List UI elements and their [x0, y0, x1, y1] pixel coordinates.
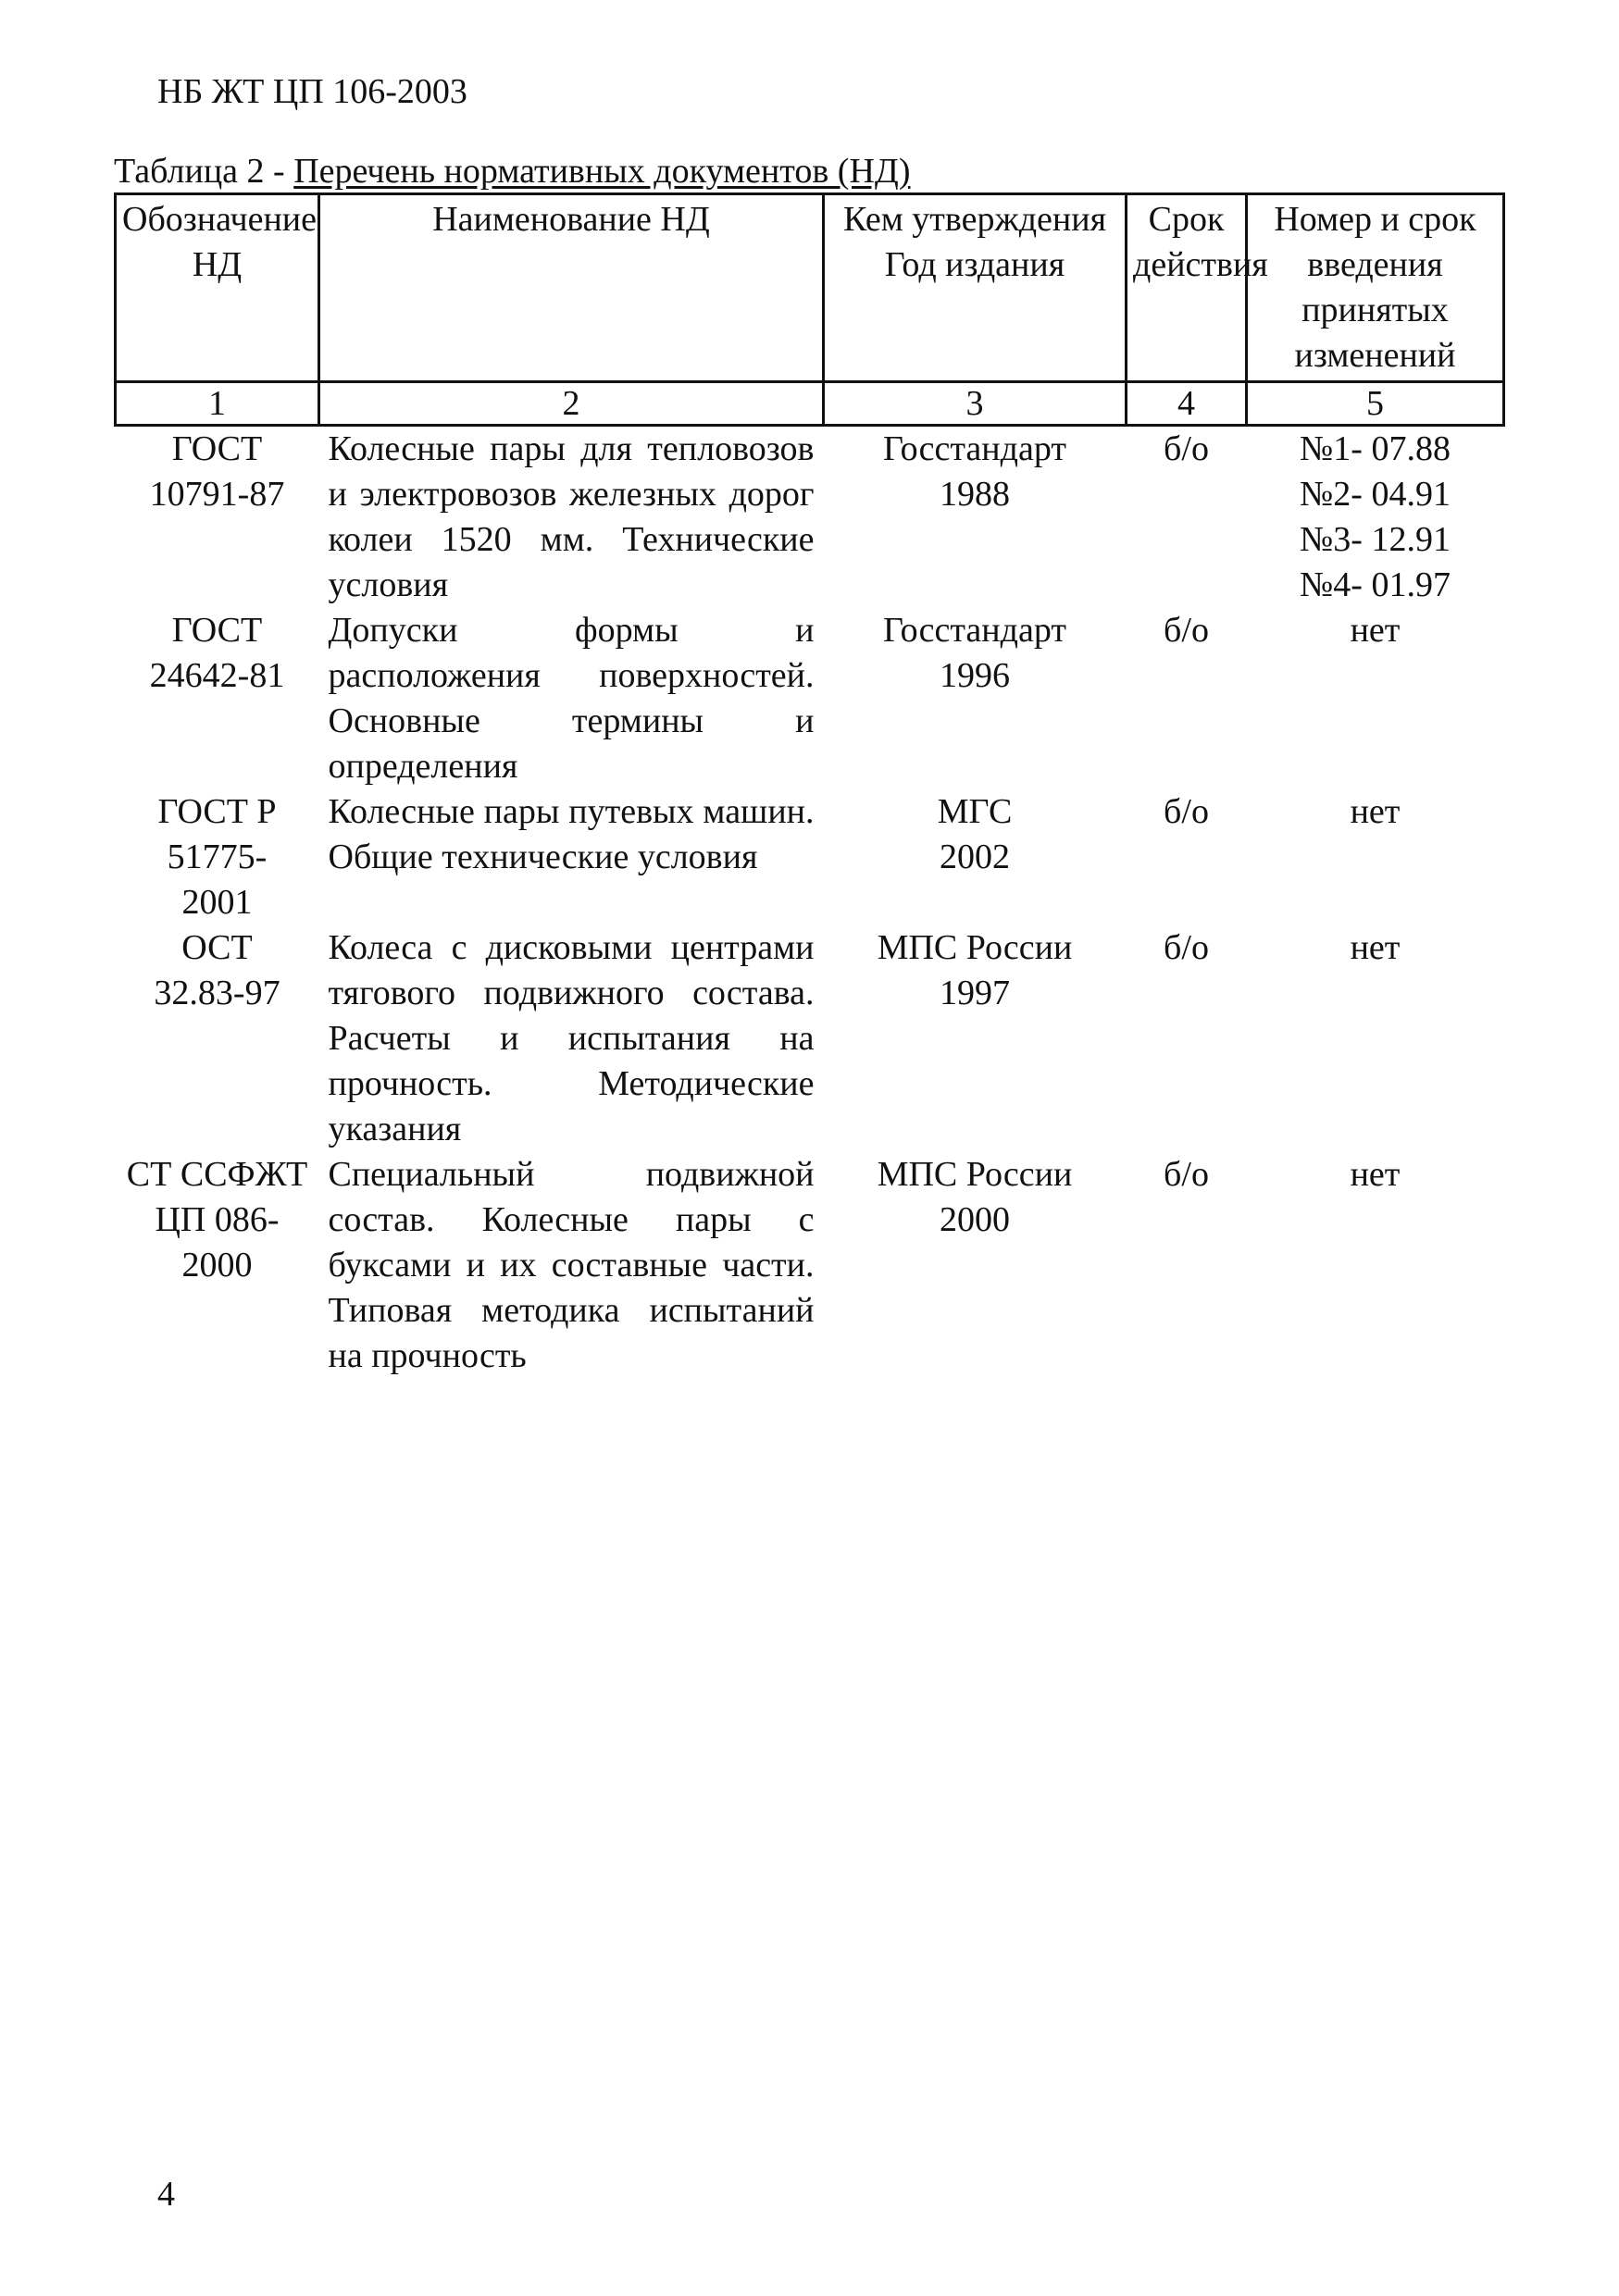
changes-cell-line: нет — [1350, 928, 1401, 967]
column-number: 4 — [1127, 382, 1247, 426]
approved-by-cell-line: 2002 — [940, 838, 1010, 876]
approved-by-cell-line: 1997 — [940, 974, 1010, 1012]
table-row — [116, 608, 1504, 789]
changes-cell-line: нет — [1350, 1155, 1401, 1194]
column-number: 5 — [1247, 382, 1504, 426]
document-code-cell-line: ГОСТ — [171, 429, 263, 468]
normative-documents-table — [114, 192, 1505, 1379]
document-code-cell — [116, 1152, 319, 1379]
document-code-cell — [116, 608, 319, 789]
column-header-changes: Номер и срок введения принятых изменений — [1247, 194, 1504, 382]
validity-term-cell: б/о — [1164, 1155, 1209, 1194]
table-row — [116, 925, 1504, 1152]
table-header-row — [116, 194, 1504, 382]
document-code-cell-line: СТ ССФЖТ — [126, 1155, 308, 1194]
approved-by-cell — [824, 608, 1127, 789]
validity-term-cell: б/о — [1164, 792, 1209, 831]
changes-cell-line: нет — [1350, 792, 1401, 831]
document-code-cell — [116, 789, 319, 925]
approved-by-cell-line: 1996 — [940, 656, 1010, 695]
document-code-cell — [116, 925, 319, 1152]
column-header-code: Обозначение НД — [116, 194, 319, 382]
column-number: 1 — [116, 382, 319, 426]
table-row — [116, 789, 1504, 925]
table-caption — [114, 150, 910, 192]
changes-cell — [1247, 426, 1504, 609]
validity-term-cell: б/о — [1164, 928, 1209, 967]
document-code-cell-line: 32.83-97 — [154, 974, 280, 1012]
column-number: 3 — [824, 382, 1127, 426]
document-code-cell-line: 2001 — [181, 883, 253, 922]
approved-by-cell-line: Госстандарт — [883, 429, 1066, 468]
document-code-cell-line: 51775- — [167, 838, 268, 876]
validity-term-cell: б/о — [1164, 429, 1209, 468]
approved-by-cell-line: МГС — [937, 792, 1013, 831]
changes-cell-line: №1- 07.88 — [1300, 429, 1451, 468]
document-code-cell — [116, 426, 319, 609]
column-header-name: Наименование НД — [319, 194, 824, 382]
table-row — [116, 426, 1504, 609]
column-number: 2 — [319, 382, 824, 426]
approved-by-cell-line: Госстандарт — [883, 611, 1066, 650]
column-header-approved-by: Кем утверждения Год издания — [824, 194, 1127, 382]
table-row — [116, 1152, 1504, 1379]
changes-cell — [1247, 608, 1504, 789]
document-name-cell: Специальный подвижной состав. Колесные пары с буксами и их составные части. Типовая методика испытаний на прочность — [328, 1155, 815, 1375]
validity-term-cell: б/о — [1164, 611, 1209, 650]
document-code-cell-line: ГОСТ Р — [157, 792, 277, 831]
approved-by-cell — [824, 789, 1127, 925]
approved-by-cell — [824, 925, 1127, 1152]
document-code-cell-line: 24642-81 — [149, 656, 285, 695]
document-name-cell: Колесные пары путевых машин. Общие технические условия — [328, 792, 815, 876]
approved-by-cell-line: МПС России — [877, 928, 1073, 967]
document-code-cell-line: ГОСТ — [171, 611, 263, 650]
document-name-cell: Колеса с дисковыми центрами тягового подвижного состава. Расчеты и испытания на прочность. Методические указания — [328, 928, 815, 1148]
table-caption-title: Перечень нормативных документов (НД) — [293, 152, 911, 191]
document-code-cell-line: 10791-87 — [149, 475, 285, 514]
changes-cell — [1247, 1152, 1504, 1379]
document-name-cell: Допуски формы и расположения поверхностей. Основные термины и определения — [328, 611, 815, 786]
changes-cell-line: №3- 12.91 — [1300, 520, 1451, 559]
approved-by-cell-line: МПС России — [877, 1155, 1073, 1194]
approved-by-cell — [824, 426, 1127, 609]
document-code-cell-line: ЦП 086-2000 — [155, 1200, 280, 1285]
approved-by-cell — [824, 1152, 1127, 1379]
table-caption-prefix: Таблица 2 - — [114, 152, 294, 191]
document-code: НБ ЖТ ЦП 106-2003 — [157, 72, 467, 111]
document-name-cell: Колесные пары для тепловозов и электровозов железных дорог колеи 1520 мм. Технические условия — [328, 429, 815, 604]
changes-cell-line: №2- 04.91 — [1300, 475, 1451, 514]
column-header-term: Срок действия — [1127, 194, 1247, 382]
changes-cell-line: №4- 01.97 — [1300, 565, 1451, 604]
changes-cell-line: нет — [1350, 611, 1401, 650]
approved-by-cell-line: 1988 — [940, 475, 1010, 514]
table-body — [116, 426, 1504, 1380]
page-number: 4 — [157, 2175, 175, 2214]
approved-by-cell-line: 2000 — [940, 1200, 1010, 1239]
changes-cell — [1247, 925, 1504, 1152]
column-number-row — [116, 382, 1504, 426]
changes-cell — [1247, 789, 1504, 925]
document-code-cell-line: ОСТ — [181, 928, 253, 967]
